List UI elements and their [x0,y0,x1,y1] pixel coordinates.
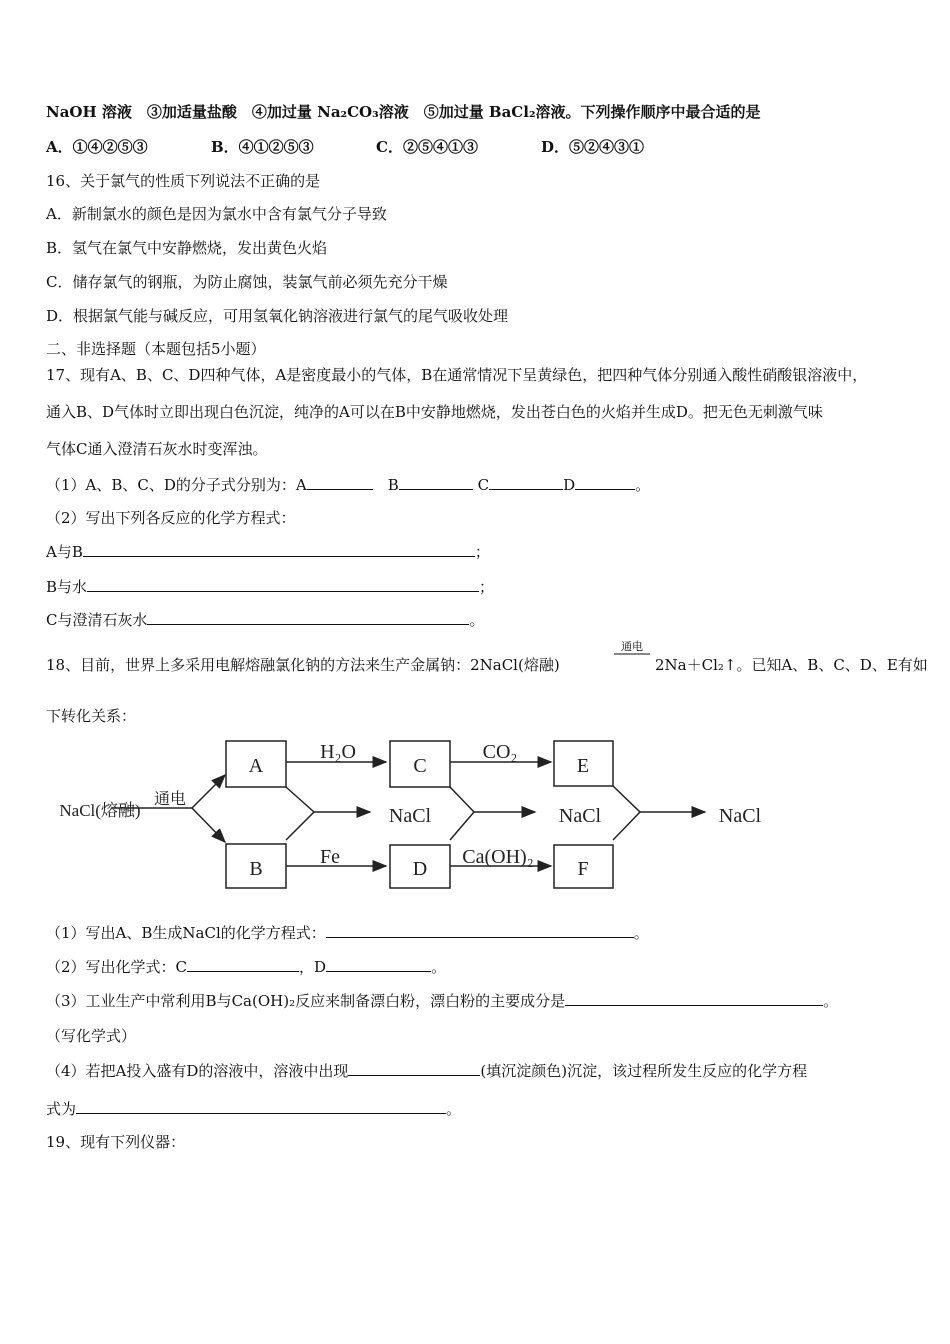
answer-blank-d[interactable] [575,474,635,490]
product-nacl-2: NaCl [558,805,602,827]
label: （4）若把A投入盛有D的溶液中，溶液中出现 [46,1062,349,1080]
box-e: E [576,755,590,777]
answer-blank-c[interactable] [187,956,299,972]
answer-blank-a[interactable] [307,474,373,490]
q17-eq-b-water [46,576,494,597]
q17-part2: （2）写出下列各反应的化学方程式： [46,509,296,527]
label: 。 [469,611,485,629]
answer-blank[interactable] [76,1098,446,1114]
reaction-diagram [0,730,800,900]
label: C与澄清石灰水 [46,611,148,629]
answer-blank-color[interactable] [348,1060,480,1076]
q16-option-c: C．储存氯气的钢瓶，为防止腐蚀，装氯气前必须先充分干燥 [46,273,448,291]
start-nacl-molten: NaCl(熔融) [59,801,141,820]
label: ； [479,578,495,596]
label: （3）工业生产中常利用B与Ca(OH)₂反应来制备漂白粉，漂白粉的主要成分是 [46,992,566,1010]
q18-part4 [46,1060,807,1081]
q16-option-d: D．根据氯气能与碱反应，可用氢氧化钠溶液进行氯气的尾气吸收处理 [46,307,509,325]
q17-line2: 通入B、D气体时立即出现白色沉淀，纯净的A可以在B中安静地燃烧，发出苍白色的火焰并生成D。把无色无刺激气味 [46,403,823,421]
option-c: C．②⑤④①③ [376,138,478,156]
label: 。 [431,958,447,976]
label: （1）A、B、C、D的分子式分别为：A [46,476,307,494]
reagent-co2: CO₂ [482,741,518,763]
q17-part1 [46,474,650,495]
product-nacl-1: NaCl [388,805,432,827]
answer-blank[interactable] [87,576,479,592]
answer-blank[interactable] [83,541,475,557]
q17-eq-c-limewater [46,609,485,630]
q18-part3-note: （写化学式） [46,1027,137,1045]
reagent-h2o: H₂O [320,741,356,763]
label: 。 [823,992,839,1010]
box-a: A [248,755,264,777]
q15-continuation: NaOH 溶液 ③加适量盐酸 ④加过量 Na₂CO₃溶液 ⑤加过量 BaCl₂溶液。下列操作顺序中最合适的是 [46,103,761,121]
answer-blank[interactable] [326,922,634,938]
q16-option-b: B．氢气在氯气中安静燃烧，发出黄色火焰 [46,239,328,257]
answer-blank-d[interactable] [326,956,431,972]
label: （2）写出化学式：C [46,958,188,976]
label: ，D [299,958,327,976]
q15-options [46,137,706,157]
label: 式为 [46,1100,77,1118]
label: （1）写出A、B生成NaCl的化学方程式： [46,924,326,942]
q16-option-a: A．新制氯水的颜色是因为氯水中含有氯气分子导致 [46,205,387,223]
label: 。 [633,924,649,942]
q18-part3 [46,990,838,1011]
q18-line1 [46,655,560,675]
q18-part1 [46,922,649,943]
reagent-caoh2: Ca(OH)₂ [462,846,534,868]
box-f: F [577,858,589,880]
q16-stem: 16、关于氯气的性质下列说法不正确的是 [46,172,321,190]
condition-label: 通电 [153,791,187,808]
condition-electrolysis: 通电 [614,640,650,655]
box-c: C [413,755,427,777]
product-nacl-3: NaCl [718,805,762,827]
label: A与B [46,543,83,561]
reagent-fe: Fe [320,846,340,868]
label: 18、目前，世界上多采用电解熔融氯化钠的方法来生产金属钠：2NaCl(熔融) [46,656,560,674]
label: ； [474,543,490,561]
q17-line3: 气体C通入澄清石灰水时变浑浊。 [46,440,268,458]
answer-blank[interactable] [565,990,823,1006]
label: C [477,476,490,494]
label: B与水 [46,578,88,596]
q18-line2: 下转化关系： [46,707,137,725]
label: 。 [635,476,651,494]
label: D [563,476,576,494]
answer-blank-b[interactable] [399,474,473,490]
q18-part2 [46,956,446,977]
q18-part4-cont [46,1098,461,1119]
answer-blank-c[interactable] [489,474,563,490]
box-b: B [249,858,263,880]
label: (填沉淀颜色)沉淀，该过程所发生反应的化学方程 [480,1062,808,1080]
section-heading: 二、非选择题（本题包括5小题） [46,340,266,358]
option-a: A．①④②⑤③ [46,138,148,156]
q19-stem: 19、现有下列仪器： [46,1133,186,1151]
label: 。 [446,1100,462,1118]
answer-blank[interactable] [147,609,469,625]
box-d: D [412,858,428,880]
option-d: D．⑤②④③① [541,138,645,156]
q17-eq-ab [46,541,490,562]
q17-line1: 17、现有A、B、C、D四种气体，A是密度最小的气体，B在通常情况下呈黄绿色，把四种气体分别通入酸性硝酸银溶液中， [46,366,868,384]
q18-line1b: 2Na＋Cl₂↑。已知A、B、C、D、E有如 [655,656,928,674]
label: B [387,476,399,494]
option-b: B．④①②⑤③ [211,138,314,156]
